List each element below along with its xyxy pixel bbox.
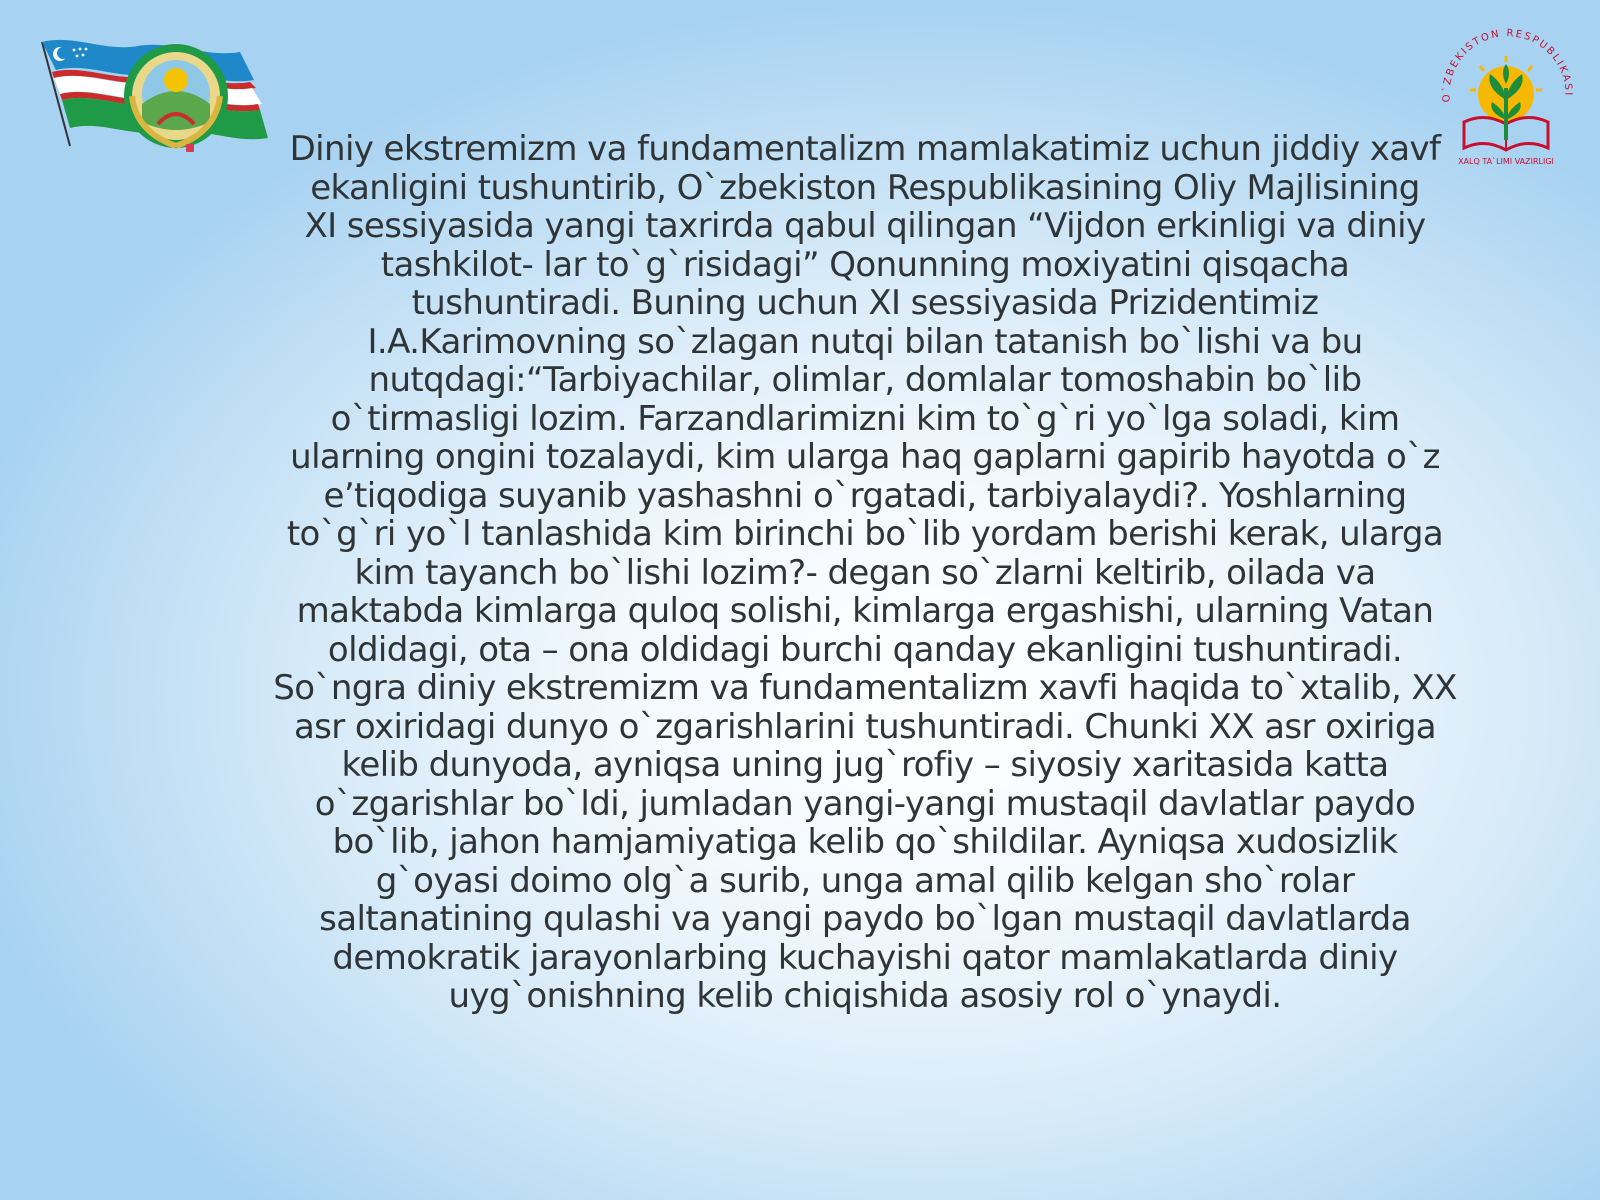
slide-body-paragraph: Diniy ekstremizm va fundamentalizm mamlakatimiz uchun jiddiy xavf ekanligini tushuntirib, O`zbekiston Respublikasining Oliy Majlisining XI sessiyasida yangi taxrirda qabul qilingan “Vijdon erkinligi va diniy tashkilot- lar to`g`risidagi” Qonunning moxiyatini qisqacha tushuntiradi. Buning uchun XI sessiyasida Prizidentimiz I.A.Karimovning so`zlagan nutqi bilan tatanish bo`lishi va bu nutqdagi:“Tarbiyachilar, olimlar, domlalar tomoshabin bo`lib o`tirmasligi lozim. Farzandlarimizni kim to`g`ri yo`lga soladi, kim ularning ongini tozalaydi, kim ularga haq gaplarni gapirib hayotda o`z e’tiqodiga suyanib yashashni o`rgatadi, tarbiyalaydi?. Yoshlarning to`g`ri yo`l tanlashida kim birinchi bo`lib yordam berishi kerak, ularga kim tayanch bo`lishi lozim?- degan so`zlarni keltirib, oilada va maktabda kimlarga quloq solishi, kimlarga ergashishi, ularning Vatan oldidagi, ota – ona oldidagi burchi qanday ekanligini tushuntiradi. So`ngra diniy ekstremizm va fundamentalizm xavfi haqida to`xtalib, XX asr oxiridagi dunyo o`zgarishlarini tushuntiradi. Chunki XX asr oxiriga kelib dunyoda, ayniqsa uning jug`rofiy – siyosiy xaritasida katta o`zgarishlar bo`ldi, jumladan yangi-yangi mustaqil davlatlar paydo bo`lib, jahon hamjamiyatiga kelib qo`shildilar. Ayniqsa xudosizlik g`oyasi doimo olg`a surib, unga amal qilib kelgan sho`rolar saltanatining qulashi va yangi paydo bo`lgan mustaqil davlatlarda demokratik jarayonlarbing kuchayishi qator mamlakatlarda diniy uyg`onishning kelib chiqishida asosiy rol o`ynaydi.	[273, 129, 1457, 1016]
bullet-marker	[186, 144, 194, 152]
seal-bottom-text: XALQ TA`LIMI VAZIRLIGI	[1458, 157, 1554, 166]
seal-ring-text: O`ZBEKISTON RESPUBLIKASI	[1441, 28, 1574, 103]
